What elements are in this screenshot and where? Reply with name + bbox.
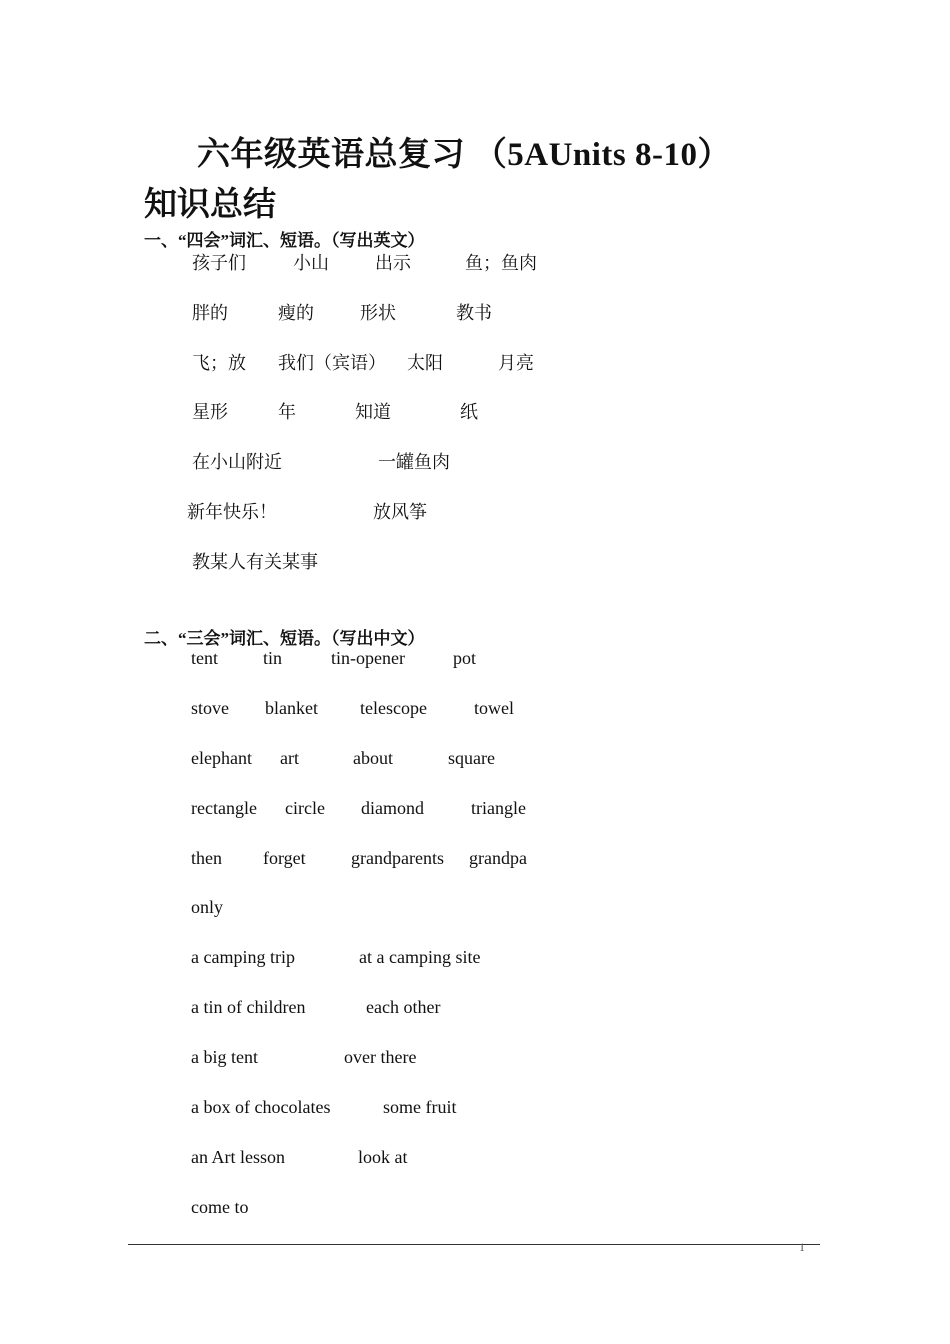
vocab-item: diamond [361, 798, 424, 818]
vocab-item: tin-opener [331, 648, 405, 668]
footer-divider [128, 1244, 820, 1245]
vocab-item: forget [263, 848, 306, 868]
vocab-item: 纸 [460, 402, 478, 422]
vocab-item: a camping trip [191, 947, 295, 967]
vocab-item: 胖的 [192, 303, 228, 323]
vocab-item: triangle [471, 798, 526, 818]
vocab-item: tin [263, 648, 283, 668]
vocab-item: each other [366, 997, 441, 1017]
vocab-item: 瘦的 [278, 303, 314, 323]
vocab-item: 在小山附近 [192, 452, 282, 472]
vocab-item: stove [191, 698, 229, 718]
vocab-item: then [191, 848, 222, 868]
vocab-item: 放风筝 [373, 502, 427, 522]
vocab-item: telescope [360, 698, 427, 718]
vocab-item: tent [191, 648, 218, 668]
vocab-item: 新年快乐！ [187, 502, 277, 522]
vocab-item: an Art lesson [191, 1147, 285, 1167]
vocab-item: 月亮 [498, 353, 534, 373]
vocab-item: towel [474, 698, 514, 718]
vocab-item: at a camping site [359, 947, 481, 967]
vocab-item: a box of chocolates [191, 1097, 331, 1117]
vocab-item: some fruit [383, 1097, 457, 1117]
vocab-item: 鱼；鱼肉 [465, 253, 537, 273]
vocab-item: elephant [191, 748, 252, 768]
vocab-item: circle [285, 798, 325, 818]
vocab-item: 我们（宾语） [278, 353, 386, 373]
vocab-item: 一罐鱼肉 [378, 452, 450, 472]
page-title: 六年级英语总复习 （5AUnits 8-10） [197, 137, 732, 173]
vocab-item: only [191, 897, 224, 917]
vocab-item: 知道 [355, 402, 391, 422]
vocab-item: 太阳 [407, 353, 443, 373]
vocab-item: look at [358, 1147, 408, 1167]
vocab-item: 孩子们 [192, 253, 246, 273]
vocab-item: 飞；放 [192, 353, 246, 373]
vocab-item: 形状 [360, 303, 396, 323]
vocab-item: grandparents [351, 848, 444, 868]
vocab-item: grandpa [469, 848, 527, 868]
vocab-item: 年 [278, 402, 296, 422]
vocab-item: rectangle [191, 798, 257, 818]
vocab-item: come to [191, 1197, 249, 1217]
vocab-item: 出示 [375, 253, 411, 273]
vocab-item: pot [453, 648, 477, 668]
section-heading-three-skills: 二、“三会”词汇、短语。（写出中文） [144, 629, 425, 648]
vocab-item: 教某人有关某事 [192, 552, 318, 572]
page-number: 1 [799, 1240, 805, 1254]
vocab-item: 教书 [456, 303, 492, 323]
vocab-item: 星形 [192, 402, 228, 422]
vocab-item: 小山 [293, 253, 329, 273]
vocab-item: a big tent [191, 1047, 258, 1067]
vocab-item: art [280, 748, 299, 768]
vocab-item: blanket [265, 698, 318, 718]
section-heading-four-skills: 一、“四会”词汇、短语。（写出英文） [144, 231, 425, 250]
page-subtitle: 知识总结 [144, 187, 276, 223]
vocab-item: about [353, 748, 393, 768]
vocab-item: square [448, 748, 495, 768]
vocab-item: a tin of children [191, 997, 306, 1017]
vocab-item: over there [344, 1047, 417, 1067]
